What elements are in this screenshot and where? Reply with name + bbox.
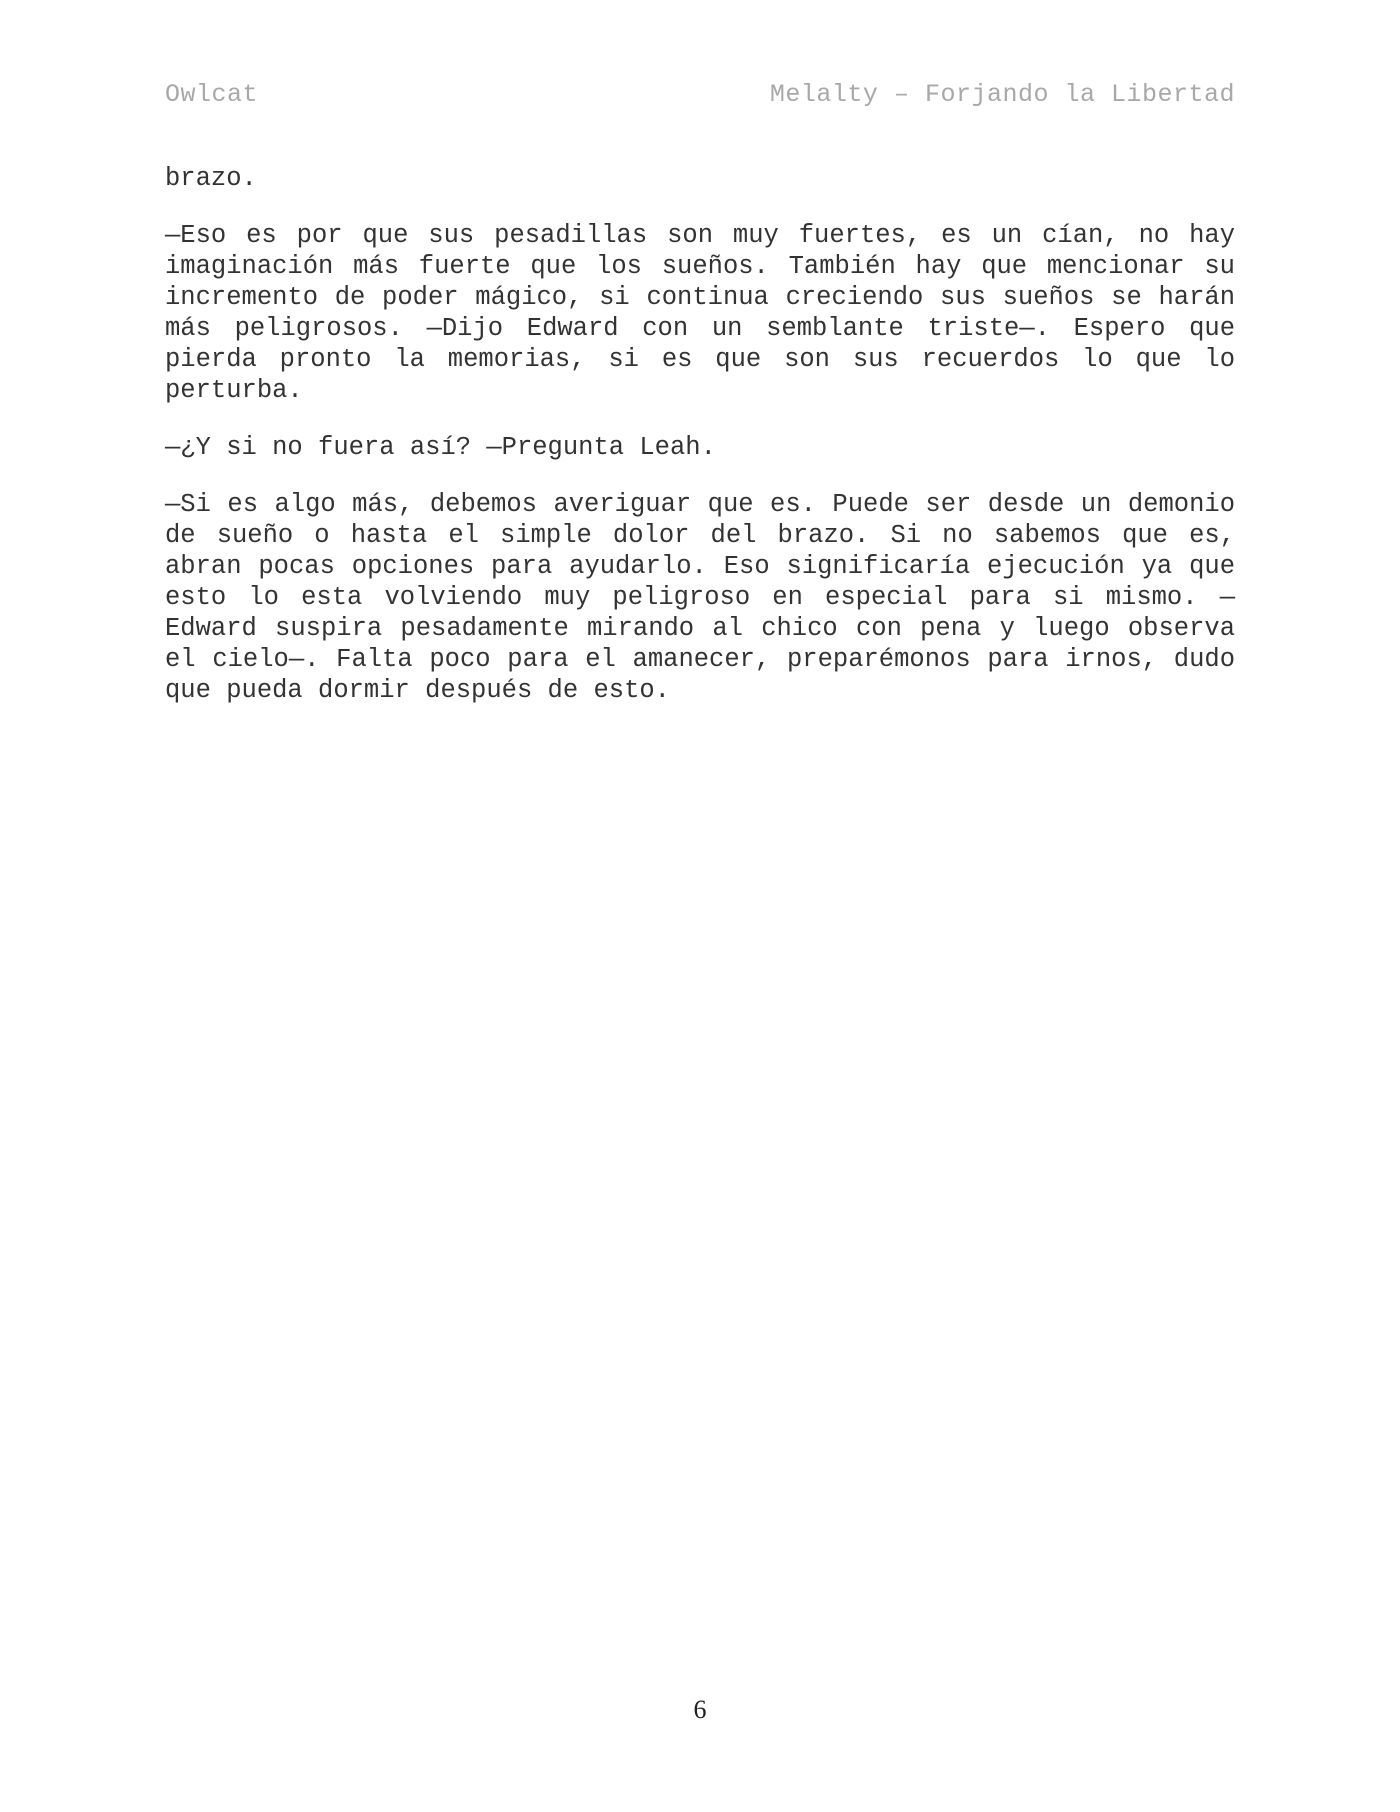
header-title: Melalty – Forjando la Libertad [769, 80, 1235, 109]
paragraph: brazo. [165, 164, 257, 193]
page-number: 6 [693, 1695, 707, 1724]
body-text [165, 163, 1235, 732]
running-header [165, 80, 1235, 116]
paragraph: —Eso es por que sus pesadillas son muy fuertes, es un cían, no hay imaginación más fuerte que los sueños. También hay que mencionar su incremento de poder mágico, si continua creciendo sus sueños se harán más peligrosos. —Dijo Edward con un semblante triste—. Espero que pierda pronto la memorias, si es que son sus recuerdos lo que lo perturba. [165, 221, 1235, 405]
paragraph: —¿Y si no fuera así? —Pregunta Leah. [165, 433, 716, 462]
paragraph: —Si es algo más, debemos averiguar que es. Puede ser desde un demonio de sueño o hasta el simple dolor del brazo. Si no sabemos que es, abran pocas opciones para ayudarlo. Eso significaría ejecución ya que esto lo esta volviendo muy peligroso en especial para si mismo. —Edward suspira pesadamente mirando al chico con pena y luego observa el cielo—. Falta poco para el amanecer, preparémonos para irnos, dudo que pueda dormir después de esto. [165, 490, 1235, 705]
header-author: Owlcat [165, 80, 259, 109]
